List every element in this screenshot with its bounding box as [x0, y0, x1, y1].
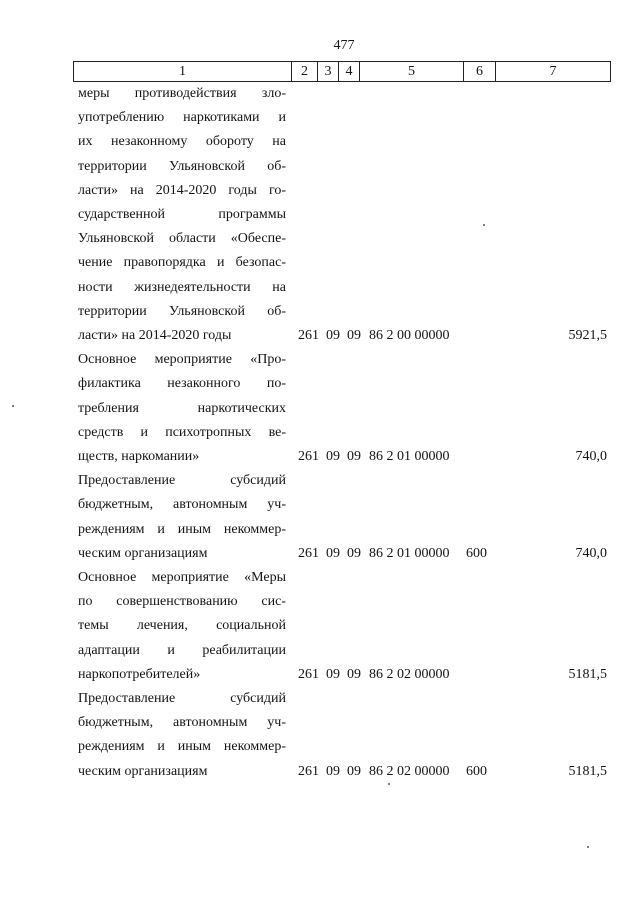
- header-col-5: 5: [360, 62, 464, 81]
- description-line: ласти» на 2014-2020 годы: [78, 327, 232, 343]
- cell-col-4: 09: [347, 666, 361, 682]
- header-col-1: 1: [74, 62, 292, 81]
- description-line: Основное мероприятие «Про-: [78, 352, 286, 368]
- description-line: Основное мероприятие «Меры: [78, 570, 286, 585]
- description-line: темы лечения, социальной: [78, 618, 286, 634]
- header-col-6: 6: [464, 62, 496, 81]
- description-line: Предоставление субсидий: [78, 691, 286, 706]
- header-col-7: 7: [549, 64, 557, 79]
- description-line: бюджетным, автономным уч-: [78, 497, 286, 513]
- description-line: территории Ульяновской об-: [78, 158, 286, 174]
- description-line: средств и психотропных ве-: [78, 424, 286, 440]
- description-line: их незаконному обороту на: [78, 134, 286, 150]
- description-line: по совершенствованию сис-: [78, 594, 286, 610]
- description-line: ческим организациям: [78, 763, 208, 779]
- scan-speck: [483, 224, 485, 226]
- description-line: адаптации и реабилитации: [78, 642, 286, 658]
- description-line: бюджетным, автономным уч-: [78, 715, 286, 731]
- description-line: территории Ульяновской об-: [78, 303, 286, 319]
- cell-col-3: 09: [326, 763, 340, 779]
- description-line: Предоставление субсидий: [78, 473, 286, 489]
- cell-col-2: 261: [298, 328, 319, 343]
- cell-col-2: 261: [298, 545, 319, 561]
- cell-col-7-amount: 5921,5: [568, 328, 607, 343]
- cell-col-4: 09: [347, 763, 361, 779]
- header-col-2: 2: [292, 62, 318, 81]
- description-line: ласти» на 2014-2020 годы го-: [78, 182, 286, 198]
- cell-col-5: 86 2 02 00000: [369, 666, 450, 682]
- row-description: [78, 687, 286, 784]
- description-line: наркопотребителей»: [78, 666, 201, 682]
- description-line: ности жизнедеятельности на: [78, 279, 286, 295]
- cell-col-5: 86 2 02 00000: [369, 763, 450, 779]
- description-line: чение правопорядка и безопас-: [78, 255, 286, 271]
- description-line: Ульяновской области «Обеспе-: [78, 231, 286, 247]
- description-line: реждениям и иным некоммер-: [78, 739, 286, 755]
- description-line: филактика незаконного по-: [78, 376, 286, 392]
- cell-col-2: 261: [298, 666, 319, 682]
- cell-col-5: 86 2 01 00000: [369, 449, 450, 464]
- cell-col-4: 09: [347, 328, 361, 343]
- header-col-4: 4: [339, 62, 360, 81]
- row-description: [78, 348, 286, 469]
- description-line: ческим организациям: [78, 545, 208, 561]
- cell-col-2: 261: [298, 449, 319, 464]
- description-line: сударственной программы: [78, 206, 286, 222]
- description-line: требления наркотических: [78, 400, 286, 416]
- scan-speck: [587, 846, 589, 848]
- cell-col-5: 86 2 01 00000: [369, 545, 450, 561]
- cell-col-3: 09: [326, 449, 340, 464]
- cell-col-6: 600: [466, 763, 487, 779]
- row-description: [78, 82, 286, 348]
- table-header: [73, 61, 611, 82]
- cell-col-7-amount: 5181,5: [568, 763, 607, 779]
- cell-col-6: 600: [466, 545, 487, 561]
- scan-speck: [388, 783, 390, 785]
- description-line: меры противодействия зло-: [78, 86, 286, 101]
- cell-col-4: 09: [347, 449, 361, 464]
- scan-speck: [12, 405, 14, 407]
- row-description: [78, 469, 286, 566]
- cell-col-5: 86 2 00 00000: [369, 328, 450, 343]
- cell-col-4: 09: [347, 545, 361, 561]
- cell-col-3: 09: [326, 545, 340, 561]
- page-number: 477: [333, 38, 355, 53]
- description-line: реждениям и иным некоммер-: [78, 521, 286, 537]
- description-line: ществ, наркомании»: [78, 448, 200, 464]
- cell-col-3: 09: [326, 666, 340, 682]
- cell-col-7-amount: 740,0: [575, 449, 607, 464]
- cell-col-3: 09: [326, 328, 340, 343]
- description-line: употреблению наркотиками и: [78, 110, 286, 126]
- cell-col-7-amount: 740,0: [575, 545, 607, 561]
- cell-col-7-amount: 5181,5: [568, 666, 607, 682]
- row-description: [78, 566, 286, 687]
- header-col-3: 3: [318, 62, 339, 81]
- cell-col-2: 261: [298, 763, 319, 779]
